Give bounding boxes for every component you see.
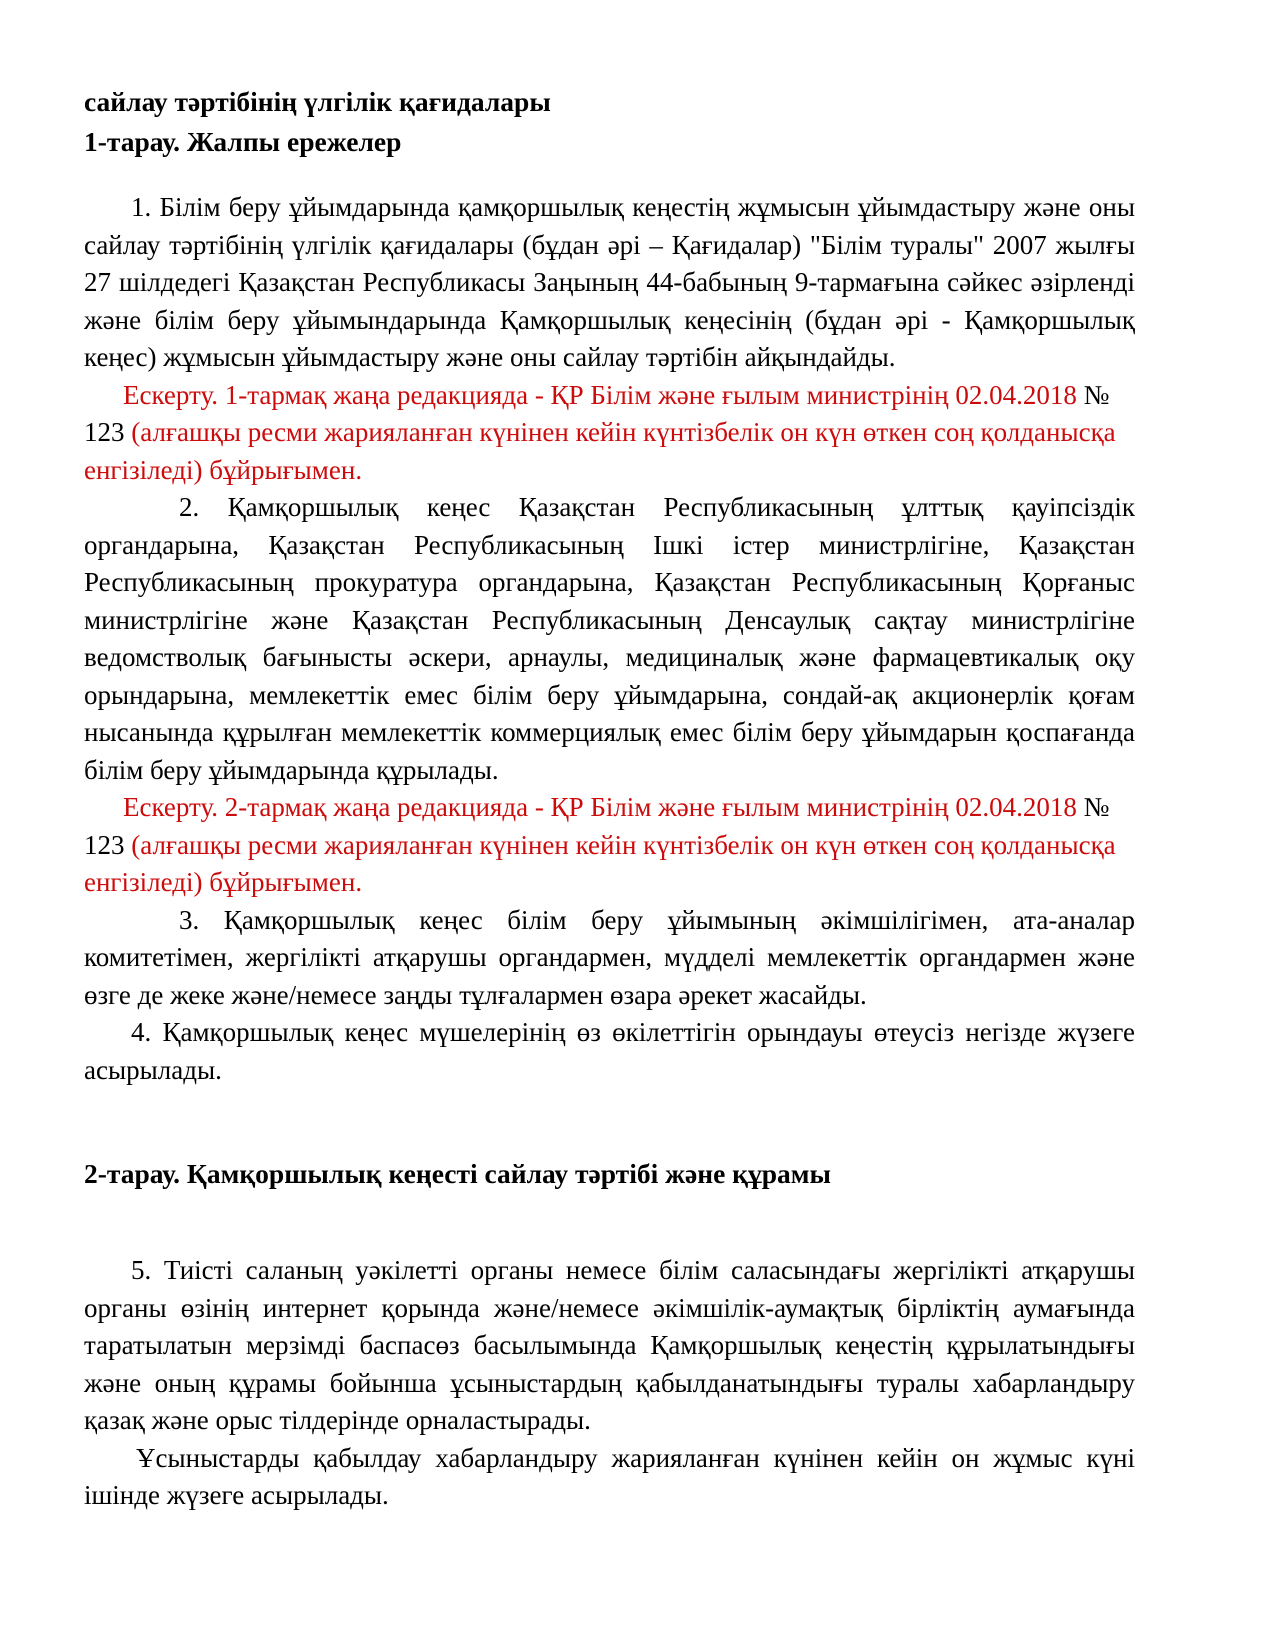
note-2-red-tail: (алғашқы ресми жарияланған күнінен кейін күнтізбелік он күн өткен соң қолданысқа енгізіледі) бұйрығымен. [84, 829, 1116, 897]
document-title-block [84, 82, 1135, 162]
paragraph-1: 1. Білім беру ұйымдарында қамқоршылық кеңестің жұмысын ұйымдастыру және оны сайлау тәртібінің үлгілік қағидалары (бұдан әрі – Қағидалар) "Білім туралы" 2007 жылғы 27 шілдедегі Қазақстан Республикасы Заңының 44-бабының 9-тармағына сәйкес әзірленді және білім беру ұйымындарында Қамқоршылық кеңесінің (бұдан әрі - Қамқоршылық кеңес) жұмысын ұйымдастыру және оны сайлау тәртібін айқындайды. [84, 192, 1135, 372]
paragraph-5: 5. Тиісті саланың уәкілетті органы немесе білім саласындағы жергілікті атқарушы органы өзінің интернет қорында және/немесе әкімшілік-аумақтық бірліктің аумағында таратылатын мерзімді баспасөз басылымында Қамқоршылық кеңестің құрылатындығы және оның құрамы бойынша ұсыныстардың қабылданатындығы туралы хабарландыру қазақ және орыс тілдерінде орналастырады. [84, 1255, 1135, 1435]
paragraph-4: 4. Қамқоршылық кеңес мүшелерінің өз өкілеттігін орындауы өтеусіз негізде жүзеге асырылады. [84, 1017, 1135, 1085]
note-1-red-tail: (алғашқы ресми жарияланған күнінен кейін күнтізбелік он күн өткен соң қолданысқа енгізіледі) бұйрығымен. [84, 417, 1116, 485]
note-1-order-number: № 123 [84, 379, 1110, 447]
note-2-order-number: № 123 [84, 792, 1110, 860]
note-2 [84, 789, 1135, 902]
paragraph-6: Ұсыныстарды қабылдау хабарландыру жарияланған күнінен кейін он жұмыс күні ішінде жүзеге асырылады. [84, 1442, 1135, 1510]
note-1-red-lead: Ескерту. 1-тармақ жаңа редакцияда - ҚР Білім және ғылым министрінің 02.04.2018 [123, 379, 1077, 410]
document-title-line-1: сайлау тәртібінің үлгілік қағидалары [84, 86, 551, 117]
paragraph-3: 3. Қамқоршылық кеңес білім беру ұйымының әкімшілігімен, ата-аналар комитетімен, жергілікті атқарушы органдармен, мүдделі мемлекеттік органдармен және өзге де жеке және/немесе заңды тұлғалармен өзара әрекет жасайды. [84, 904, 1135, 1010]
paragraph-2: 2. Қамқоршылық кеңес Қазақстан Республикасының ұлттық қауіпсіздік органдарына, Қазақстан Республикасының Ішкі істер министрлігіне, Қазақстан Республикасының прокуратура органдарына, Қазақстан Республикасының Қорғаныс министрлігіне және Қазақстан Республикасының Денсаулық сақтау министрлігіне ведомстволық бағынысты әскери, арнаулы, медициналық және фармацевтикалық оқу орындарына, мемлекеттік емес білім беру ұйымдарына, сондай-ақ акционерлік қоғам нысанында құрылған мемлекеттік коммерциялық емес білім беру ұйымдарын қоспағанда білім беру ұйымдарында құрылады. [84, 492, 1135, 785]
note-2-red-lead: Ескерту. 2-тармақ жаңа редакцияда - ҚР Білім және ғылым министрінің 02.04.2018 [123, 792, 1077, 822]
chapter-2-heading: 2-тарау. Қамқоршылық кеңесті сайлау тәртібі және құрамы [84, 1158, 832, 1189]
note-1 [84, 377, 1135, 490]
chapter-1-heading: 1-тарау. Жалпы ережелер [84, 126, 402, 157]
